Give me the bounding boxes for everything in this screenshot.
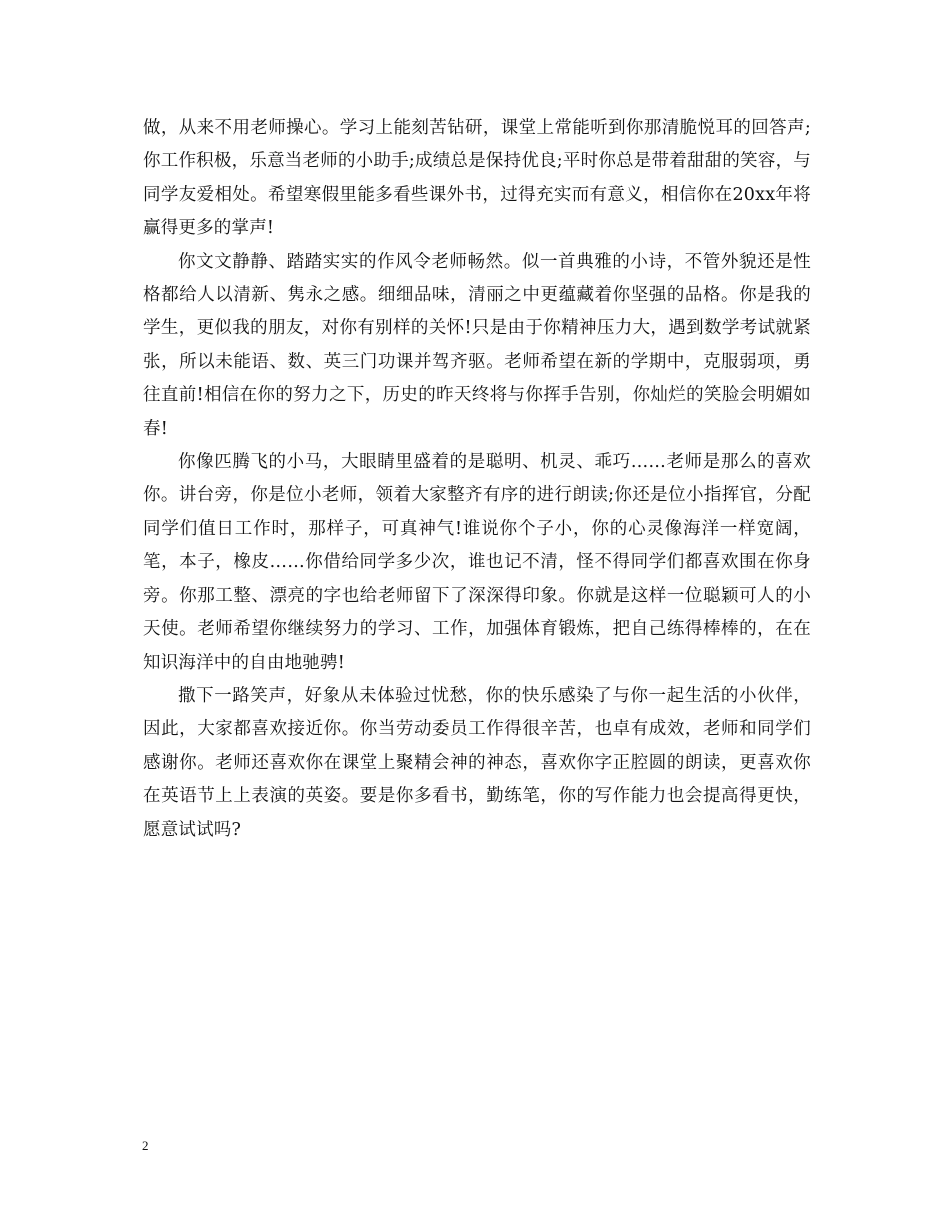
paragraph: 你像匹腾飞的小马，大眼睛里盛着的是聪明、机灵、乖巧……老师是那么的喜欢你。讲台旁，你是位小老师，领着大家整齐有序的进行朗读;你还是位小指挥官，分配同学们值日工作时，那样子，可真神气!谁说你个子小，你的心灵像海洋一样宽阔，笔，本子，橡皮……你借给同学多少次，谁也记不清，怪不得同学们都喜欢围在你身旁。你那工整、漂亮的字也给老师留下了深深得印象。你就是这样一位聪颖可人的小天使。老师希望你继续努力的学习、工作，加强体育锻炼，把自己练得棒棒的，在在知识海洋中的自由地驰骋! xyxy=(143,452,811,673)
paragraph: 撒下一路笑声，好象从未体验过忧愁，你的快乐感染了与你一起生活的小伙伴，因此，大家都喜欢接近你。你当劳动委员工作得很辛苦，也卓有成效，老师和同学们感谢你。老师还喜欢你在课堂上聚精会神的神态，喜欢你字正腔圆的朗读，更喜欢你在英语节上上表演的英姿。要是你多看书，勤练笔，你的写作能力也会提高得更快，愿意试试吗? xyxy=(143,685,811,840)
document-body xyxy=(143,112,811,847)
paragraph: 你文文静静、踏踏实实的作风令老师畅然。似一首典雅的小诗，不管外貌还是性格都给人以清新、隽永之感。细细品味，清丽之中更蕴藏着你坚强的品格。你是我的学生，更似我的朋友，对你有别样的关怀!只是由于你精神压力大，遇到数学考试就紧张，所以未能语、数、英三门功课并驾齐驱。老师希望在新的学期中，克服弱项，勇往直前!相信在你的努力之下，历史的昨天终将与你挥手告别，你灿烂的笑脸会明媚如春! xyxy=(143,251,811,439)
paragraph-continued: 做，从来不用老师操心。学习上能刻苦钻研，课堂上常能听到你那清脆悦耳的回答声;你工作积极，乐意当老师的小助手;成绩总是保持优良;平时你总是带着甜甜的笑容，与同学友爱相处。希望寒假里能多看些课外书，过得充实而有意义，相信你在20xx年将赢得更多的掌声! xyxy=(143,118,811,239)
page-number: 2 xyxy=(142,1138,149,1153)
